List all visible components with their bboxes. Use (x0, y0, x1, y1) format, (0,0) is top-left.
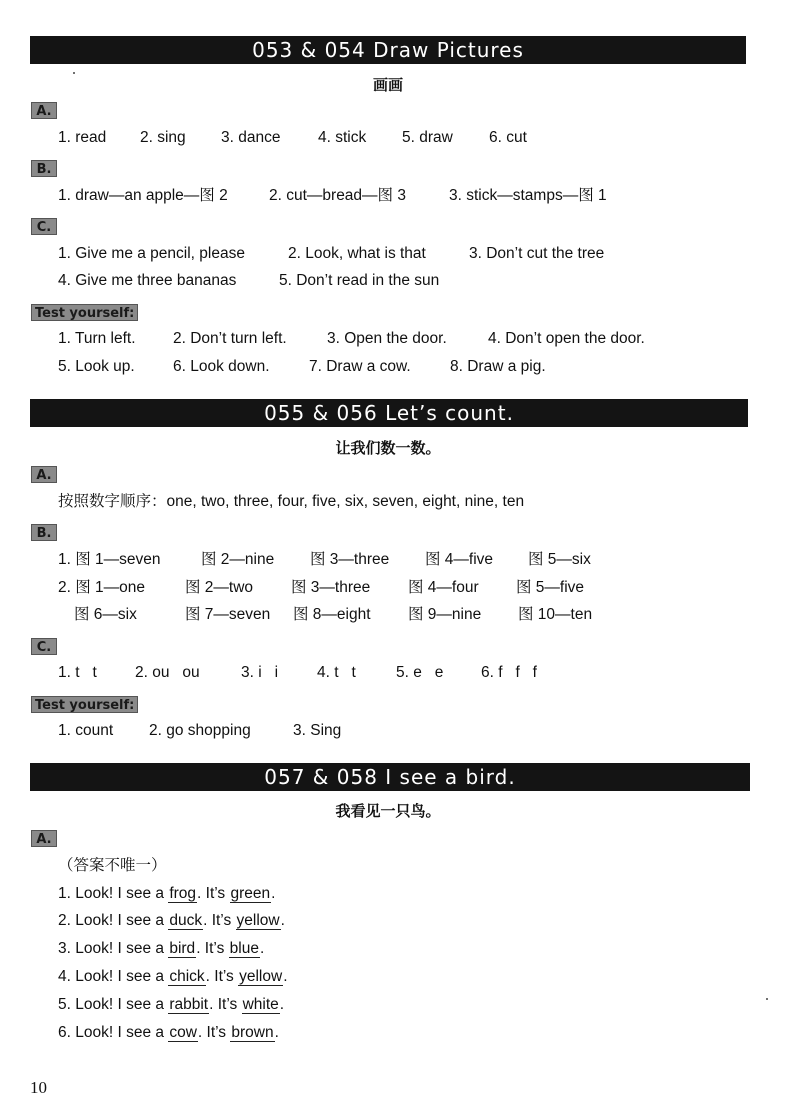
answer-item: 2. cut—bread—图 3 (269, 187, 406, 204)
section-title-055-056: 055 & 056 Let’s count. (30, 399, 748, 427)
answer-item: 1. read (58, 129, 107, 146)
answer-item: 2. go shopping (149, 722, 251, 739)
color-answer: yellow (236, 912, 280, 929)
sentence-text: Look! I see a (75, 940, 165, 957)
sentence-end: . (274, 1024, 279, 1041)
answer-item: 图 3—three (291, 579, 371, 596)
color-answer: yellow (239, 968, 283, 985)
section-title-057-058: 057 & 058 I see a bird. (30, 763, 750, 791)
sentence-text: . It’s (209, 996, 238, 1013)
sentence-end: . (259, 940, 265, 957)
sentence-text: Look! I see a (75, 996, 165, 1013)
answer-item: 图 6—six (74, 606, 137, 623)
animal-answer: duck (169, 912, 203, 929)
answer-item: 4. stick (318, 129, 367, 146)
sentence-line (58, 995, 284, 1015)
answer-item: 2. sing (140, 129, 186, 146)
exercise-label-a: A. (31, 830, 57, 847)
answer-item: 2. ou ou (135, 664, 200, 681)
exercise-label-b: B. (31, 524, 57, 541)
answer-item: 5. Don’t read in the sun (279, 272, 440, 289)
sentence-end: . (271, 885, 276, 902)
test-yourself-label: Test yourself: (31, 696, 138, 713)
sentence-end: . (279, 996, 285, 1013)
color-answer: brown (231, 1024, 274, 1041)
answer-item: 图 10—ten (518, 606, 593, 623)
sentence-text: . It’s (205, 968, 234, 985)
answer-item: 5. Look up. (58, 358, 135, 375)
sentence-number: 5. (58, 996, 71, 1013)
answer-item: 图 2—two (185, 579, 254, 596)
page-number: 10 (30, 1078, 47, 1097)
answer-item: 图 5—six (528, 551, 591, 568)
animal-answer: cow (169, 1024, 197, 1041)
answer-item: 图 9—nine (408, 606, 482, 623)
answer-item: 6. cut (489, 129, 527, 146)
answer-item: 7. Draw a cow. (309, 358, 411, 375)
sentence-text: . It’s (203, 912, 232, 929)
sentence-number: 2. (58, 912, 71, 929)
answer-item: 图 5—five (516, 579, 585, 596)
answer-item: 图 2—nine (201, 551, 275, 568)
sentence-line (58, 884, 275, 904)
animal-answer: rabbit (169, 996, 209, 1013)
animal-answer: frog (169, 885, 197, 902)
color-answer: white (242, 996, 279, 1013)
answer-item: 1. draw—an apple—图 2 (58, 187, 228, 204)
animal-answer: chick (169, 968, 205, 985)
section-subtitle: 画画 (372, 76, 403, 94)
answer-item: 3. dance (221, 129, 281, 146)
sentence-number: 6. (58, 1024, 71, 1041)
sentence-line (58, 1023, 279, 1043)
color-answer: blue (229, 940, 259, 957)
answer-item: 1. count (58, 722, 114, 739)
answer-item: 3. i i (241, 664, 279, 681)
sentence-text: Look! I see a (75, 885, 165, 902)
scan-speck (766, 998, 768, 1000)
answer-item: 5. e e (396, 664, 444, 681)
answer-item: 图 3—three (310, 551, 390, 568)
exercise-label-a: A. (31, 102, 57, 119)
sentence-end: . (280, 912, 285, 929)
answer-item: 5. draw (402, 129, 453, 146)
test-yourself-label: Test yourself: (31, 304, 138, 321)
answer-item: 1. Give me a pencil, please (58, 245, 245, 262)
exercise-label-c: C. (31, 218, 57, 235)
answer-item: 8. Draw a pig. (450, 358, 546, 375)
answer-item: 2. Look, what is that (288, 245, 426, 262)
answer-item: 1. 图 1—seven (58, 551, 161, 568)
answer-item: 4. Don’t open the door. (488, 330, 645, 347)
sentence-text: Look! I see a (75, 1024, 165, 1041)
color-answer: green (230, 885, 271, 902)
answer-item: 6. Look down. (173, 358, 270, 375)
answer-item: 6. f f f (481, 664, 537, 681)
sentence-line (58, 967, 288, 987)
section-title-053-054: 053 & 054 Draw Pictures (30, 36, 746, 64)
answer-item: 3. Open the door. (327, 330, 447, 347)
answer-item: 3. stick—stamps—图 1 (449, 187, 607, 204)
answer-note: （答案不唯一） (58, 857, 167, 874)
answer-item: 按照数字顺序：one, two, three, four, five, six, seven, eight, nine, ten (58, 493, 525, 510)
animal-answer: bird (169, 940, 196, 957)
sentence-line (58, 939, 264, 959)
sentence-text: Look! I see a (75, 912, 165, 929)
sentence-text: . It’s (197, 1024, 227, 1041)
sentence-text: Look! I see a (75, 968, 165, 985)
sentence-text: . It’s (196, 940, 225, 957)
sentence-number: 1. (58, 885, 71, 902)
answer-item: 4. t t (317, 664, 356, 681)
answer-item: 1. t t (58, 664, 97, 681)
answer-item: 3. Sing (293, 722, 342, 739)
answer-item: 2. 图 1—one (58, 579, 146, 596)
answer-item: 图 4—five (425, 551, 494, 568)
sentence-number: 4. (58, 968, 71, 985)
answer-item: 3. Don’t cut the tree (469, 245, 605, 262)
sentence-text: . It’s (197, 885, 226, 902)
sentence-number: 3. (58, 940, 71, 957)
answer-item: 图 8—eight (293, 606, 371, 623)
answer-item: 4. Give me three bananas (58, 272, 237, 289)
section-subtitle: 让我们数一数。 (335, 439, 441, 457)
answer-item: 2. Don’t turn left. (173, 330, 287, 347)
section-subtitle: 我看见一只鸟。 (335, 802, 441, 820)
sentence-line (58, 911, 285, 931)
sentence-end: . (283, 968, 288, 985)
exercise-label-a: A. (31, 466, 57, 483)
exercise-label-b: B. (31, 160, 57, 177)
answer-item: 1. Turn left. (58, 330, 136, 347)
answer-item: 图 4—four (408, 579, 479, 596)
answer-item: 图 7—seven (185, 606, 271, 623)
exercise-label-c: C. (31, 638, 57, 655)
